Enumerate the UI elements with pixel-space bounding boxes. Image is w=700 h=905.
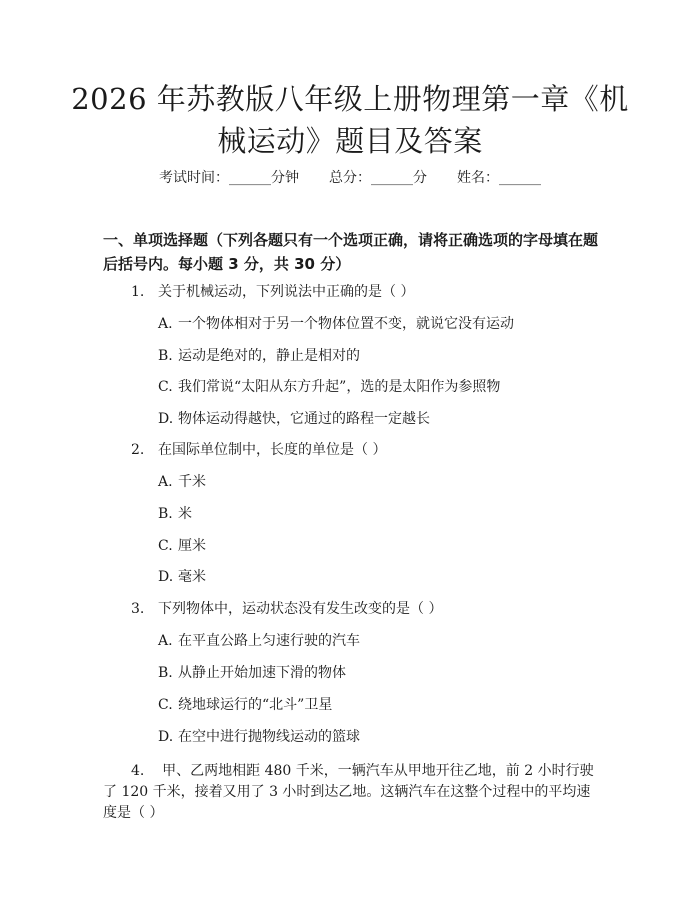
option-letter: C. [158, 538, 173, 554]
option-item [158, 472, 206, 492]
question-1 [131, 282, 414, 302]
question-number: 4. [131, 763, 145, 779]
option-text: 厘米 [178, 538, 206, 554]
option-letter: D. [158, 411, 174, 427]
question-2 [131, 440, 386, 460]
option-text: 在平直公路上匀速行驶的汽车 [178, 633, 360, 649]
option-item [158, 346, 360, 366]
option-item [158, 631, 360, 651]
option-text: 绕地球运行的“北斗”卫星 [178, 697, 333, 713]
option-text: 从静止开始加速下滑的物体 [178, 665, 346, 681]
option-text: 千米 [178, 474, 206, 490]
option-letter: D. [158, 569, 174, 585]
option-text: 我们常说“太阳从东方升起”，选的是太阳作为参照物 [178, 379, 501, 395]
option-text: 一个物体相对于另一个物体位置不变，就说它没有运动 [178, 316, 514, 332]
option-text: 运动是绝对的，静止是相对的 [178, 348, 360, 364]
option-letter: A. [158, 633, 173, 649]
option-text: 毫米 [178, 569, 206, 585]
total-score-field: 总分：______分 [329, 170, 427, 186]
option-letter: A. [158, 316, 173, 332]
student-name-field: 姓名：______ [457, 170, 541, 186]
option-item [158, 536, 206, 556]
option-item [158, 695, 332, 715]
option-item [158, 314, 514, 334]
option-letter: C. [158, 379, 173, 395]
exam-meta [0, 168, 700, 188]
option-letter: A. [158, 474, 173, 490]
option-letter: B. [158, 665, 173, 681]
option-letter: D. [158, 729, 174, 745]
question-text: 在国际单位制中，长度的单位是（ ） [158, 442, 387, 458]
question-text: 下列物体中，运动状态没有发生改变的是（ ） [158, 601, 443, 617]
question-number: 2. [131, 442, 145, 458]
question-text: 关于机械运动，下列说法中正确的是（ ） [158, 284, 415, 300]
question-3 [131, 599, 442, 619]
question-number: 1. [131, 284, 145, 300]
option-item [158, 567, 206, 587]
option-item [158, 727, 360, 747]
option-item [158, 409, 430, 429]
question-4 [103, 761, 603, 824]
option-letter: C. [158, 697, 173, 713]
option-text: 米 [178, 506, 192, 522]
question-text: 甲、乙两地相距 480 千米，一辆汽车从甲地开往乙地，前 2 小时行驶了 120 千米，接着又用了 3 小时到达乙地。这辆汽车在这整个过程中的平均速度是（ ） [103, 763, 594, 821]
option-item [158, 377, 500, 397]
option-item [158, 504, 192, 524]
exam-time-field: 考试时间：______分钟 [159, 170, 299, 186]
option-letter: B. [158, 506, 173, 522]
option-item [158, 663, 346, 683]
page-title: 2026 年苏教版八年级上册物理第一章《机械运动》题目及答案 [71, 82, 629, 158]
option-letter: B. [158, 348, 173, 364]
option-text: 物体运动得越快，它通过的路程一定越长 [178, 411, 430, 427]
question-number: 3. [131, 601, 145, 617]
section-heading: 一、单项选择题（下列各题只有一个选项正确，请将正确选项的字母填在题后括号内。每小题 3 分，共 30 分） [103, 231, 599, 273]
option-text: 在空中进行抛物线运动的篮球 [178, 729, 360, 745]
